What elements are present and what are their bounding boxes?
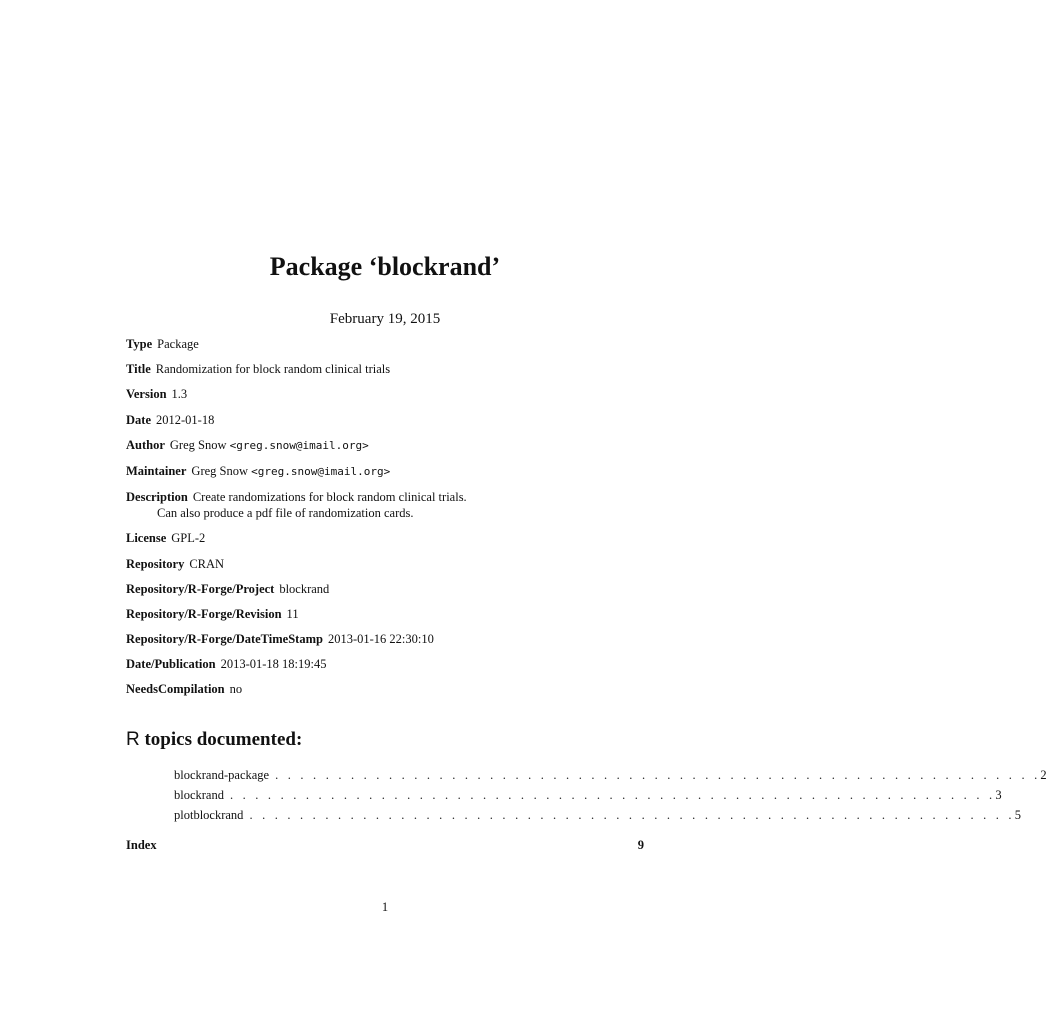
section-heading [126, 729, 302, 751]
package-title: Package ‘blockrand’ [269, 252, 501, 281]
toc-leader-dots: . . . . . . . . . . . . . . . . . . . . . . . . . . . . . . . . . . . . . . . . . . . . . . . . . . . . . . . . . . . . . [249, 808, 1015, 822]
toc-entry[interactable] [174, 808, 1022, 828]
field-maintainer [126, 463, 666, 480]
field-key: Repository/R-Forge/Revision [126, 606, 282, 621]
index-label[interactable]: Index [126, 838, 157, 852]
field-value: 2013-01-18 18:19:45 [220, 657, 327, 672]
field-value: Greg Snow [169, 437, 227, 452]
toc-entry-page: 5 [1014, 808, 1022, 822]
field-key: Version [126, 387, 167, 402]
field-license [126, 530, 666, 546]
index-entry[interactable] [126, 838, 644, 853]
field-key: Author [126, 437, 165, 452]
field-rforge-datetimestamp [126, 631, 666, 647]
r-logo-text: R [126, 729, 140, 750]
toc-entry[interactable] [174, 788, 1002, 808]
field-key: Date [126, 412, 151, 427]
field-continuation: Can also produce a pdf file of randomization cards. [157, 506, 414, 521]
field-value: Randomization for block random clinical trials [155, 362, 391, 377]
field-value: Package [157, 337, 199, 351]
field-author [126, 437, 666, 454]
table-of-contents [174, 768, 1047, 828]
field-type [126, 336, 666, 352]
field-needs-compilation [126, 681, 666, 697]
field-date [126, 412, 666, 428]
toc-entry-name[interactable]: plotblockrand [174, 808, 244, 822]
toc-leader-dots: . . . . . . . . . . . . . . . . . . . . . . . . . . . . . . . . . . . . . . . . . . . . . . . . . . . . . . . . . . . . . [229, 788, 996, 802]
toc-entry-page: 3 [995, 788, 1002, 802]
author-email: <greg.snow@imail.org> [229, 438, 369, 452]
field-value: 2012-01-18 [156, 412, 215, 427]
toc-leader-dots: . . . . . . . . . . . . . . . . . . . . . . . . . . . . . . . . . . . . . . . . . . . . . . . . . . . . . . . . . . . . . [275, 768, 1041, 782]
field-key: Maintainer [126, 463, 187, 478]
toc-entry[interactable] [174, 768, 1047, 788]
field-value: blockrand [279, 581, 330, 596]
field-value: no [229, 682, 243, 697]
field-key: Repository/R-Forge/Project [126, 581, 275, 596]
field-key: Type [126, 337, 153, 351]
field-value: 1.3 [171, 387, 188, 402]
field-title [126, 361, 666, 377]
field-key: License [126, 531, 167, 546]
field-key: Repository/R-Forge/DateTimeStamp [126, 632, 323, 647]
field-value: GPL-2 [171, 531, 206, 546]
section-label: topics documented: [144, 729, 303, 750]
field-date-publication [126, 656, 666, 672]
description-fields [126, 336, 666, 707]
field-key: Description [126, 490, 188, 505]
page-number: 1 [381, 900, 389, 914]
field-key: Date/Publication [126, 657, 216, 672]
field-key: NeedsCompilation [126, 682, 225, 697]
field-value: Create randomizations for block random clinical trials. [192, 490, 467, 505]
field-key: Repository [126, 556, 185, 571]
field-value: Greg Snow [191, 463, 249, 478]
field-value: 11 [286, 606, 299, 621]
field-version [126, 386, 666, 402]
field-description [126, 489, 666, 521]
document-date: February 19, 2015 [329, 311, 441, 327]
field-rforge-project [126, 581, 666, 597]
field-key: Title [126, 362, 151, 377]
field-value: 2013-01-16 22:30:10 [327, 632, 434, 647]
toc-entry-name[interactable]: blockrand-package [174, 768, 270, 782]
field-repository [126, 556, 666, 572]
maintainer-email: <greg.snow@imail.org> [251, 464, 391, 478]
field-value: CRAN [189, 556, 225, 571]
field-rforge-revision [126, 606, 666, 622]
toc-entry-page: 2 [1040, 768, 1047, 782]
toc-entry-name[interactable]: blockrand [174, 788, 224, 802]
index-page: 9 [637, 838, 644, 852]
